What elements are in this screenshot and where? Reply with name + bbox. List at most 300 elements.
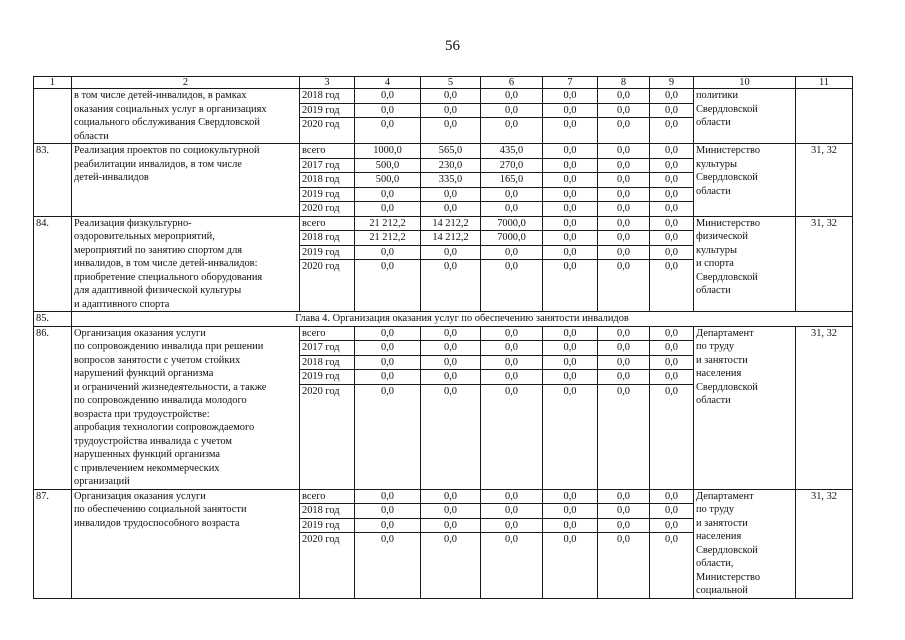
amount-c5-value: 0,0: [421, 356, 480, 371]
amount-c9-value: 0,0: [650, 188, 693, 203]
description-lines: [74, 217, 297, 312]
amount-c7-value: 0,0: [543, 89, 597, 104]
amount-c4-value: 21 212,2: [355, 231, 420, 246]
description-line: Организация оказания услуги: [74, 490, 206, 502]
table-row: [34, 89, 853, 144]
description-line: Реализация физкультурно-: [74, 217, 192, 229]
amount-c4-value: 0,0: [381, 534, 394, 545]
amount-c9-stack: [652, 217, 691, 274]
period: [300, 89, 355, 144]
amount-c5-value: 230,0: [421, 159, 480, 174]
amount-c9-value: 0,0: [650, 246, 693, 261]
amount-c6-value: 0,0: [481, 356, 542, 371]
period-value: всего: [300, 490, 354, 505]
executor-line: населения: [696, 531, 742, 542]
amount-c8-stack: [600, 89, 647, 132]
amount-c6-value: 270,0: [481, 159, 542, 174]
description-line: оказания социальных услуг в организациях: [74, 103, 267, 115]
executor-line: культуры: [696, 158, 737, 170]
period-value: 2018 год: [300, 89, 354, 104]
executor-line: по труду: [696, 341, 735, 352]
amount-c6-value: 0,0: [505, 261, 518, 272]
description-line: реабилитации инвалидов, в том числе: [74, 158, 242, 170]
amount-c6-value: 7000,0: [481, 231, 542, 246]
description-line: области: [74, 130, 109, 142]
period-stack: [302, 490, 352, 547]
period-value: 2018 год: [300, 173, 354, 188]
period-stack: [302, 327, 352, 399]
amount-c7: [543, 326, 598, 489]
executor-line: Свердловской: [696, 103, 758, 115]
period-value: всего: [300, 327, 354, 342]
executor-line: области: [696, 395, 731, 406]
amount-c7-stack: [545, 89, 595, 132]
executor-line: Министерство: [696, 571, 761, 583]
amount-c9-value: 0,0: [665, 119, 678, 130]
amount-c9-value: 0,0: [650, 89, 693, 104]
amount-c9-value: 0,0: [650, 173, 693, 188]
amount-c5-value: 14 212,2: [421, 217, 480, 232]
amount-c7-value: 0,0: [543, 370, 597, 385]
executor-line: Департамент: [696, 327, 754, 339]
amount-c4-value: 0,0: [355, 504, 420, 519]
column-number-6: 6: [481, 77, 543, 89]
amount-c9-value: 0,0: [650, 159, 693, 174]
amount-c9-stack: [652, 144, 691, 216]
description-line: по обеспечению социальной занятости: [74, 504, 247, 515]
description-line: организаций: [74, 476, 130, 487]
amount-c6-value: 0,0: [481, 104, 542, 119]
executor-line: Свердловской: [696, 544, 758, 556]
amount-c9-stack: [652, 89, 691, 132]
amount-c7-value: 0,0: [563, 534, 577, 545]
description-line: оздоровительных мероприятий,: [74, 231, 215, 242]
amount-c5: [421, 144, 481, 217]
description-lines: [74, 490, 297, 531]
table-row: [34, 312, 853, 327]
executor-lines: [696, 217, 793, 298]
amount-c5: [421, 326, 481, 489]
amount-c7: [543, 216, 598, 312]
amount-c6: [481, 144, 543, 217]
amount-c8-stack: [600, 144, 647, 216]
amount-c6-value: 165,0: [481, 173, 542, 188]
description-line: с привлечением некоммерческих: [74, 462, 220, 474]
column-number-7: 7: [543, 77, 598, 89]
amount-c6-value: 0,0: [505, 385, 518, 397]
amount-c5-stack: [423, 490, 478, 547]
amount-c8-value: 0,0: [598, 504, 649, 519]
period-value: 2019 год: [300, 188, 354, 203]
amount-c9-value: 0,0: [650, 519, 693, 534]
period-stack: [302, 144, 352, 216]
amount-c5-value: 0,0: [421, 370, 480, 385]
amount-c9-value: 0,0: [665, 385, 678, 397]
amount-c4-value: 0,0: [355, 89, 420, 104]
row-number: 83.: [34, 144, 72, 217]
description-line: нарушенных функций организма: [74, 449, 220, 460]
row-number: [34, 89, 72, 144]
amount-c6-value: 0,0: [481, 370, 542, 385]
amount-c6-value: 435,0: [481, 144, 542, 159]
description-lines: [74, 89, 297, 143]
description-line: по сопровождению инвалида молодого: [74, 395, 247, 406]
measure-description: [72, 489, 300, 598]
amount-c8-value: 0,0: [598, 246, 649, 261]
amount-c8-value: 0,0: [598, 231, 649, 246]
amount-c6-value: 0,0: [481, 504, 542, 519]
amount-c5-value: 0,0: [444, 385, 457, 397]
description-line: нарушений функций организма: [74, 368, 214, 379]
amount-c9-value: 0,0: [650, 370, 693, 385]
amount-c8-value: 0,0: [598, 89, 649, 104]
amount-c4-stack: [357, 144, 418, 216]
executor-line: по труду: [696, 504, 735, 515]
executor-line: культуры: [696, 244, 737, 256]
amount-c9-value: 0,0: [650, 490, 693, 505]
amount-c6-value: 0,0: [481, 519, 542, 534]
executor-lines: [696, 144, 793, 198]
column-number-1: 1: [34, 77, 72, 89]
amount-c9-value: 0,0: [650, 327, 693, 342]
amount-c7-value: 0,0: [543, 173, 597, 188]
period-value: 2019 год: [300, 519, 354, 534]
amount-c8-value: 0,0: [617, 261, 630, 272]
column-number-2: 2: [72, 77, 300, 89]
amount-c6: [481, 89, 543, 144]
amount-c6-value: 0,0: [505, 534, 518, 545]
period: [300, 216, 355, 312]
amount-c4: [355, 326, 421, 489]
description-line: инвалидов, в том числе детей-инвалидов:: [74, 258, 258, 269]
amount-c8-value: 0,0: [598, 188, 649, 203]
executor-line: физической: [696, 231, 748, 242]
executor-line: Свердловской: [696, 172, 758, 183]
column-number-3: 3: [300, 77, 355, 89]
amount-c4-value: 0,0: [355, 104, 420, 119]
amount-c8-value: 0,0: [598, 519, 649, 534]
amount-c7-value: 0,0: [543, 144, 597, 159]
amount-c8: [598, 489, 650, 598]
column-number-10: 10: [694, 77, 796, 89]
executor-line: области: [696, 117, 731, 128]
amount-c5-value: 0,0: [421, 246, 480, 261]
table-row: [34, 326, 853, 489]
amount-c7-value: 0,0: [543, 104, 597, 119]
description-line: приобретение специального оборудования: [74, 271, 263, 283]
amount-c6-value: 0,0: [481, 246, 542, 261]
period-value: 2020 год: [302, 119, 340, 130]
table-row: [34, 144, 853, 217]
period-value: 2020 год: [302, 385, 340, 397]
amount-c7-value: 0,0: [543, 217, 597, 232]
description-line: апробация технологии сопровождаемого: [74, 422, 255, 433]
amount-c4-value: 0,0: [381, 119, 394, 130]
period-value: всего: [300, 217, 354, 232]
amount-c4-stack: [357, 327, 418, 399]
table-row: [34, 216, 853, 312]
executor: [694, 144, 796, 217]
amount-c8-stack: [600, 217, 647, 274]
amount-c6-stack: [483, 490, 540, 547]
executor-line: Министерство: [696, 217, 761, 229]
period-value: 2017 год: [300, 341, 354, 356]
amount-c6: [481, 489, 543, 598]
description-line: детей-инвалидов: [74, 172, 149, 183]
amount-c6-stack: [483, 217, 540, 274]
amount-c6-value: 0,0: [481, 188, 542, 203]
chapter-heading: Глава 4. Организация оказания услуг по обеспечению занятости инвалидов: [72, 312, 853, 327]
period-value: всего: [300, 144, 354, 159]
amount-c5-value: 0,0: [421, 519, 480, 534]
amount-c9-value: 0,0: [650, 144, 693, 159]
column-number-8: 8: [598, 77, 650, 89]
amount-c4-value: 0,0: [355, 356, 420, 371]
column-number-9: 9: [650, 77, 694, 89]
executor-line: области,: [696, 558, 734, 569]
period-value: 2017 год: [300, 159, 354, 174]
amount-c4-value: 1000,0: [355, 144, 420, 159]
amount-c9: [650, 216, 694, 312]
amount-c7-stack: [545, 327, 595, 399]
amount-c5-value: 0,0: [421, 490, 480, 505]
amount-c5-value: 0,0: [421, 504, 480, 519]
amount-c5-value: 14 212,2: [421, 231, 480, 246]
amount-c9-value: 0,0: [650, 231, 693, 246]
amount-c5-value: 0,0: [444, 534, 457, 545]
amount-c9: [650, 144, 694, 217]
table-header-row: [34, 77, 853, 89]
amount-c9-value: 0,0: [650, 104, 693, 119]
amount-c7-value: 0,0: [543, 356, 597, 371]
amount-c5-value: 0,0: [421, 188, 480, 203]
amount-c8-stack: [600, 490, 647, 547]
amount-c4: [355, 89, 421, 144]
column-number-5: 5: [421, 77, 481, 89]
amount-c8-value: 0,0: [598, 173, 649, 188]
amount-c7-value: 0,0: [563, 119, 577, 130]
description-line: по сопровождению инвалида при решении: [74, 341, 264, 352]
amount-c8-value: 0,0: [598, 341, 649, 356]
amount-c5-value: 565,0: [421, 144, 480, 159]
amount-c9-value: 0,0: [665, 534, 678, 545]
executor: [694, 216, 796, 312]
description-line: инвалидов трудоспособного возраста: [74, 517, 240, 529]
executor-lines: [696, 490, 793, 598]
amount-c6-stack: [483, 144, 540, 216]
amount-c9: [650, 326, 694, 489]
amount-c4-value: 0,0: [355, 490, 420, 505]
amount-c7-value: 0,0: [543, 159, 597, 174]
amount-c4-value: 500,0: [355, 159, 420, 174]
executor: [694, 489, 796, 598]
amount-c4: [355, 489, 421, 598]
target-indicator-ref: 31, 32: [796, 216, 853, 312]
description-line: трудоустройства инвалида с учетом: [74, 435, 232, 447]
amount-c9-value: 0,0: [650, 341, 693, 356]
amount-c5-value: 0,0: [421, 341, 480, 356]
target-indicator-ref: 31, 32: [796, 144, 853, 217]
target-indicator-ref: [796, 89, 853, 144]
measure-description: [72, 144, 300, 217]
amount-c4-value: 0,0: [355, 327, 420, 342]
description-line: в том числе детей-инвалидов, в рамках: [74, 90, 247, 101]
amount-c9-value: 0,0: [650, 504, 693, 519]
amount-c4-value: 0,0: [381, 203, 394, 214]
amount-c4: [355, 144, 421, 217]
amount-c4-stack: [357, 490, 418, 547]
amount-c5: [421, 89, 481, 144]
amount-c6-value: 0,0: [481, 89, 542, 104]
period: [300, 489, 355, 598]
amount-c9: [650, 89, 694, 144]
executor-line: и занятости: [696, 354, 748, 366]
amount-c5-value: 335,0: [421, 173, 480, 188]
amount-c5-stack: [423, 89, 478, 132]
amount-c6-value: 0,0: [481, 341, 542, 356]
amount-c5-value: 0,0: [421, 89, 480, 104]
amount-c7-stack: [545, 144, 595, 216]
executor-line: Свердловской: [696, 271, 758, 283]
amount-c8-value: 0,0: [617, 119, 630, 130]
description-line: Реализация проектов по социокультурной: [74, 145, 260, 156]
column-number-11: 11: [796, 77, 853, 89]
period-stack: [302, 89, 352, 132]
amount-c9: [650, 489, 694, 598]
executor-line: и занятости: [696, 517, 748, 529]
amount-c8: [598, 216, 650, 312]
period-value: 2018 год: [300, 356, 354, 371]
target-indicator-ref: 31, 32: [796, 326, 853, 489]
amount-c7-value: 0,0: [563, 261, 577, 272]
executor-line: Министерство: [696, 145, 761, 156]
column-number-4: 4: [355, 77, 421, 89]
amount-c7-value: 0,0: [563, 203, 577, 214]
amount-c5-value: 0,0: [421, 327, 480, 342]
description-line: вопросов занятости с учетом стойких: [74, 354, 241, 366]
amount-c4-value: 21 212,2: [355, 217, 420, 232]
amount-c7-value: 0,0: [543, 490, 597, 505]
amount-c8-value: 0,0: [598, 144, 649, 159]
program-table: [33, 76, 853, 599]
executor-line: политики: [696, 90, 739, 101]
amount-c7-value: 0,0: [543, 188, 597, 203]
period-stack: [302, 217, 352, 274]
executor-lines: [696, 89, 793, 130]
amount-c6-value: 0,0: [505, 203, 518, 214]
amount-c4-value: 0,0: [355, 370, 420, 385]
executor-line: области: [696, 185, 731, 197]
amount-c6: [481, 216, 543, 312]
period-value: 2019 год: [300, 370, 354, 385]
measure-description: [72, 89, 300, 144]
amount-c5-value: 0,0: [421, 104, 480, 119]
amount-c9-value: 0,0: [650, 356, 693, 371]
row-number: 87.: [34, 489, 72, 598]
amount-c8: [598, 326, 650, 489]
amount-c5-value: 0,0: [444, 261, 457, 272]
amount-c8-value: 0,0: [598, 356, 649, 371]
amount-c8-value: 0,0: [598, 370, 649, 385]
table-row: [34, 489, 853, 598]
period-value: 2019 год: [300, 104, 354, 119]
measure-description: [72, 326, 300, 489]
description-line: возраста при трудоустройстве:: [74, 408, 210, 420]
amount-c8-value: 0,0: [598, 159, 649, 174]
amount-c4-value: 0,0: [381, 261, 394, 272]
amount-c5-value: 0,0: [444, 119, 457, 130]
period-value: 2018 год: [300, 504, 354, 519]
amount-c5-stack: [423, 144, 478, 216]
amount-c9-value: 0,0: [665, 203, 678, 214]
amount-c7-value: 0,0: [543, 504, 597, 519]
executor-line: социальной: [696, 585, 748, 596]
amount-c8-value: 0,0: [617, 203, 630, 214]
amount-c8-value: 0,0: [598, 104, 649, 119]
row-number: 85.: [34, 312, 72, 327]
period-value: 2018 год: [300, 231, 354, 246]
amount-c4-value: 0,0: [355, 519, 420, 534]
amount-c4-stack: [357, 89, 418, 132]
row-number: 86.: [34, 326, 72, 489]
amount-c9-value: 0,0: [665, 261, 678, 272]
description-line: и адаптивного спорта: [74, 298, 170, 310]
amount-c8-value: 0,0: [617, 385, 630, 397]
amount-c7: [543, 89, 598, 144]
executor-line: Свердловской: [696, 381, 758, 393]
executor: [694, 326, 796, 489]
description-lines: [74, 327, 297, 489]
amount-c8-stack: [600, 327, 647, 399]
period-value: 2019 год: [300, 246, 354, 261]
amount-c6-value: 7000,0: [481, 217, 542, 232]
amount-c6-stack: [483, 89, 540, 132]
amount-c7-value: 0,0: [543, 246, 597, 261]
amount-c6-value: 0,0: [481, 490, 542, 505]
executor-line: населения: [696, 368, 742, 379]
amount-c6-value: 0,0: [505, 119, 518, 130]
amount-c9-stack: [652, 490, 691, 547]
row-number: 84.: [34, 216, 72, 312]
amount-c5-stack: [423, 327, 478, 399]
amount-c8-value: 0,0: [598, 490, 649, 505]
amount-c5-value: 0,0: [444, 203, 457, 214]
amount-c5: [421, 216, 481, 312]
amount-c7-value: 0,0: [543, 341, 597, 356]
description-line: Организация оказания услуги: [74, 327, 206, 339]
period-value: 2020 год: [302, 534, 340, 545]
executor: [694, 89, 796, 144]
amount-c7: [543, 489, 598, 598]
executor-line: и спорта: [696, 258, 734, 269]
executor-line: Департамент: [696, 490, 754, 502]
amount-c9-value: 0,0: [650, 217, 693, 232]
amount-c7-stack: [545, 490, 595, 547]
amount-c5: [421, 489, 481, 598]
amount-c4-value: 0,0: [355, 341, 420, 356]
amount-c4-stack: [357, 217, 418, 274]
amount-c8-value: 0,0: [598, 327, 649, 342]
amount-c4-value: 500,0: [355, 173, 420, 188]
executor-line: области: [696, 285, 731, 296]
amount-c6-stack: [483, 327, 540, 399]
amount-c7-stack: [545, 217, 595, 274]
executor-lines: [696, 327, 793, 408]
period: [300, 326, 355, 489]
amount-c4-value: 0,0: [355, 246, 420, 261]
amount-c7-value: 0,0: [563, 385, 577, 397]
period-value: 2020 год: [302, 261, 340, 272]
